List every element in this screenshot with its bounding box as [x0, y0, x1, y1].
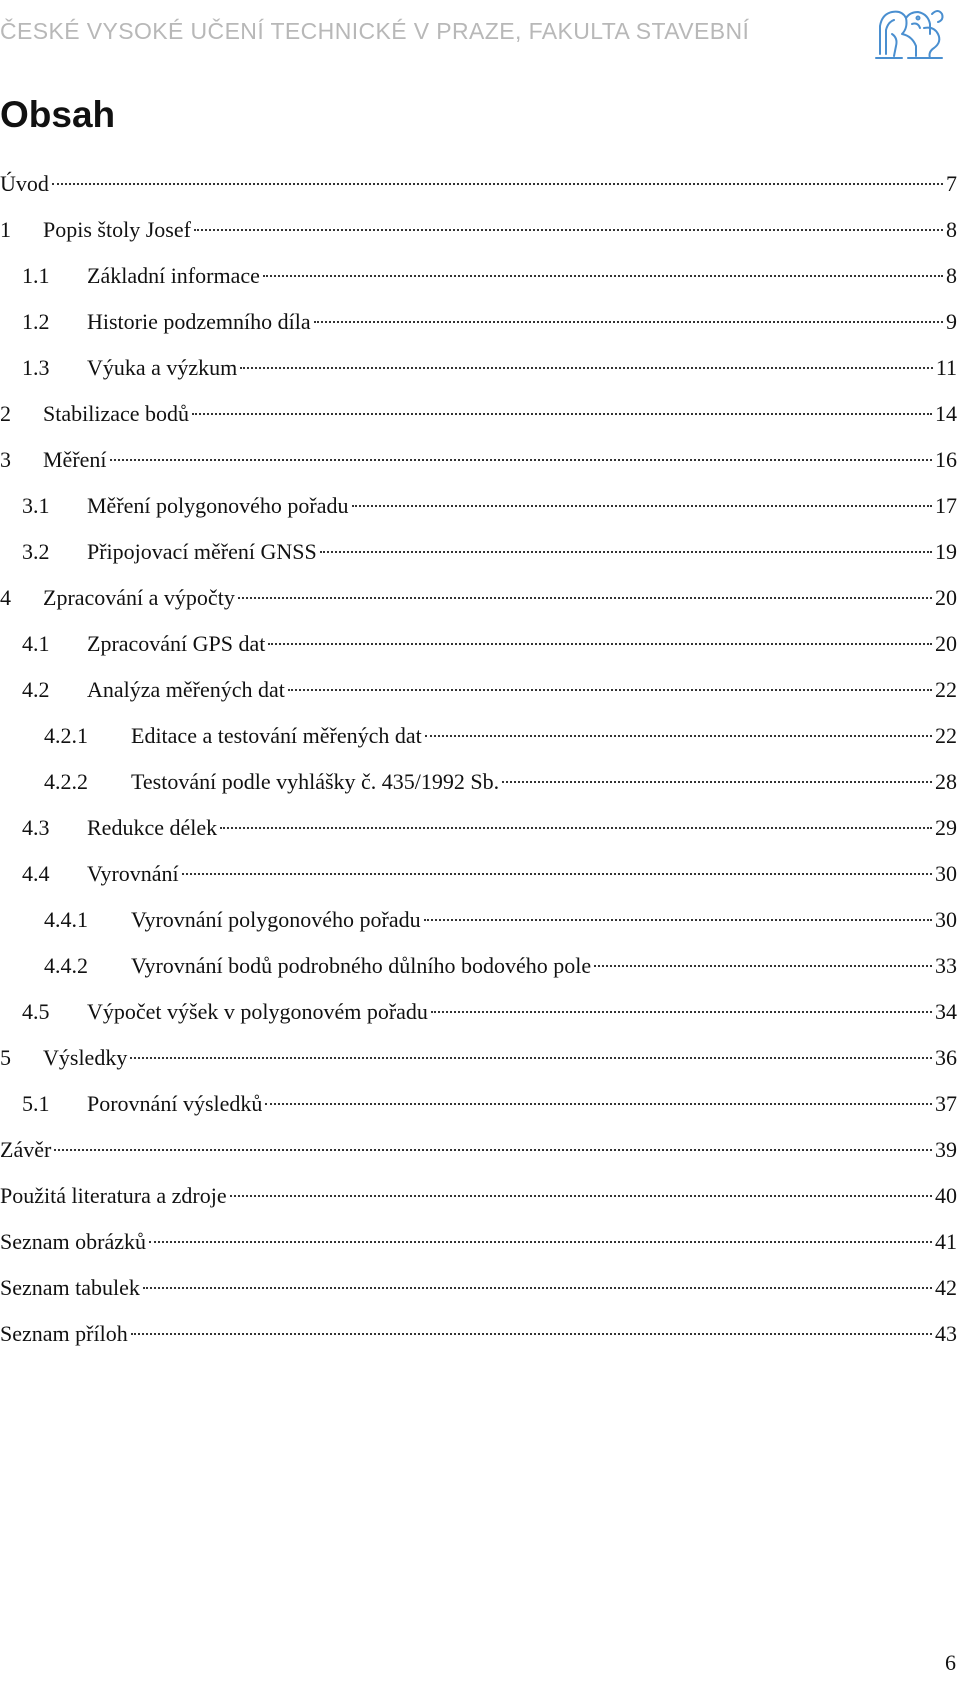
- toc-dot-leader: [320, 551, 932, 553]
- toc-entry[interactable]: [0, 1265, 957, 1311]
- toc-entry-title: Seznam tabulek: [0, 1275, 140, 1300]
- toc-entry-page: 16: [935, 447, 957, 472]
- toc-entry-title: Redukce délek: [87, 815, 218, 840]
- toc-entry-page: 28: [935, 769, 957, 794]
- toc-entry-page: 20: [935, 585, 957, 610]
- toc-entry-number: 1: [0, 217, 11, 242]
- toc-entry[interactable]: [0, 253, 957, 299]
- toc-entry[interactable]: [0, 437, 957, 483]
- toc-dot-leader: [431, 1011, 932, 1013]
- toc-entry[interactable]: [0, 161, 957, 207]
- toc-dot-leader: [268, 643, 932, 645]
- toc-entry-number: 3: [0, 447, 11, 472]
- toc-entry-number: 4.4.1: [44, 907, 88, 932]
- toc-entry-title: Úvod: [0, 171, 49, 196]
- toc-entry-number: 5.1: [22, 1091, 50, 1116]
- toc-entry-title: Základní informace: [87, 263, 260, 288]
- toc-entry-title: Výsledky: [43, 1045, 128, 1070]
- toc-entry-page: 43: [935, 1321, 957, 1346]
- cvut-lion-logo-icon: [872, 4, 948, 64]
- toc-entry-page: 20: [935, 631, 957, 656]
- toc-entry-number: 1.3: [22, 355, 50, 380]
- toc-entry[interactable]: [0, 1173, 957, 1219]
- toc-dot-leader: [220, 827, 932, 829]
- toc-dot-leader: [263, 275, 943, 277]
- toc-dot-leader: [265, 1103, 932, 1105]
- toc-entry-page: 39: [935, 1137, 957, 1162]
- toc-entry-page: 34: [935, 999, 957, 1024]
- toc-entry-page: 22: [935, 723, 957, 748]
- toc-entry[interactable]: [0, 1035, 957, 1081]
- toc-entry-number: 4.2.1: [44, 723, 88, 748]
- toc-entry-title: Měření: [43, 447, 107, 472]
- toc-entry-number: 3.1: [22, 493, 50, 518]
- toc-dot-leader: [130, 1057, 932, 1059]
- toc-dot-leader: [230, 1195, 932, 1197]
- toc-entry-title: Porovnání výsledků: [87, 1091, 263, 1116]
- toc-entry[interactable]: [0, 207, 957, 253]
- toc-entry-title: Vyrovnání polygonového pořadu: [131, 907, 421, 932]
- toc-entry-page: 19: [935, 539, 957, 564]
- toc-entry-page: 33: [935, 953, 957, 978]
- toc-entry[interactable]: [0, 759, 957, 805]
- toc-entry-page: 36: [935, 1045, 957, 1070]
- toc-entry-page: 37: [935, 1091, 957, 1116]
- toc-entry-title: Závěr: [0, 1137, 52, 1162]
- toc-entry[interactable]: [0, 667, 957, 713]
- toc-entry[interactable]: [0, 989, 957, 1035]
- toc-dot-leader: [314, 321, 943, 323]
- toc-entry-number: 4.2: [22, 677, 50, 702]
- table-of-contents: [0, 161, 957, 1357]
- toc-entry-title: Výuka a výzkum: [87, 355, 238, 380]
- toc-entry-title: Seznam příloh: [0, 1321, 128, 1346]
- toc-dot-leader: [352, 505, 933, 507]
- toc-entry-page: 17: [935, 493, 957, 518]
- page-title: Obsah: [0, 94, 116, 135]
- toc-entry-title: Použitá literatura a zdroje: [0, 1183, 227, 1208]
- toc-entry[interactable]: [0, 805, 957, 851]
- toc-entry-title: Vyrovnání bodů podrobného důlního bodového pole: [131, 953, 592, 978]
- toc-entry-page: 7: [946, 171, 957, 196]
- toc-entry-page: 8: [946, 263, 957, 288]
- toc-entry[interactable]: [0, 621, 957, 667]
- toc-entry-page: 22: [935, 677, 957, 702]
- toc-entry-page: 41: [935, 1229, 957, 1254]
- toc-entry-title: Seznam obrázků: [0, 1229, 146, 1254]
- toc-dot-leader: [149, 1241, 932, 1243]
- toc-dot-leader: [240, 367, 933, 369]
- toc-entry-number: 4.5: [22, 999, 50, 1024]
- toc-entry-page: 30: [935, 861, 957, 886]
- toc-entry[interactable]: [0, 483, 957, 529]
- toc-dot-leader: [131, 1333, 932, 1335]
- toc-entry-number: 4: [0, 585, 11, 610]
- toc-entry-page: 30: [935, 907, 957, 932]
- toc-entry-number: 2: [0, 401, 11, 426]
- toc-entry-title: Zpracování GPS dat: [87, 631, 266, 656]
- toc-entry[interactable]: [0, 1127, 957, 1173]
- toc-entry-number: 5: [0, 1045, 11, 1070]
- toc-dot-leader: [424, 919, 932, 921]
- toc-entry-number: 4.2.2: [44, 769, 88, 794]
- page-number: 6: [945, 1650, 956, 1675]
- toc-entry-title: Měření polygonového pořadu: [87, 493, 349, 518]
- institution-header: ČESKÉ VYSOKÉ UČENÍ TECHNICKÉ V PRAZE, FAKULTA STAVEBNÍ: [0, 18, 750, 44]
- toc-entry[interactable]: [0, 575, 957, 621]
- toc-entry[interactable]: [0, 345, 957, 391]
- toc-entry[interactable]: [0, 299, 957, 345]
- toc-entry-number: 4.1: [22, 631, 50, 656]
- toc-entry-title: Stabilizace bodů: [43, 401, 190, 426]
- toc-entry[interactable]: [0, 1311, 957, 1357]
- toc-dot-leader: [143, 1287, 932, 1289]
- toc-entry[interactable]: [0, 851, 957, 897]
- toc-dot-leader: [54, 1149, 932, 1151]
- toc-entry-page: 11: [935, 355, 957, 380]
- toc-entry[interactable]: [0, 529, 957, 575]
- toc-entry-title: Testování podle vyhlášky č. 435/1992 Sb.: [131, 769, 500, 794]
- toc-entry-title: Zpracování a výpočty: [43, 585, 235, 610]
- toc-entry-page: 40: [935, 1183, 957, 1208]
- toc-entry-title: Připojovací měření GNSS: [87, 539, 317, 564]
- toc-dot-leader: [182, 873, 932, 875]
- toc-entry-number: 4.4.2: [44, 953, 88, 978]
- toc-entry-page: 29: [935, 815, 957, 840]
- toc-entry-page: 14: [935, 401, 957, 426]
- toc-dot-leader: [425, 735, 932, 737]
- toc-dot-leader: [288, 689, 932, 691]
- toc-dot-leader: [238, 597, 932, 599]
- toc-dot-leader: [52, 183, 943, 185]
- toc-entry[interactable]: [0, 391, 957, 437]
- toc-entry[interactable]: [0, 897, 957, 943]
- toc-entry-title: Popis štoly Josef: [43, 217, 191, 242]
- toc-entry-number: 4.3: [22, 815, 50, 840]
- toc-entry-number: 4.4: [22, 861, 50, 886]
- toc-entry-number: 1.1: [22, 263, 50, 288]
- toc-dot-leader: [110, 459, 932, 461]
- toc-entry-title: Výpočet výšek v polygonovém pořadu: [87, 999, 428, 1024]
- toc-entry-page: 9: [946, 309, 957, 334]
- toc-entry-number: 3.2: [22, 539, 50, 564]
- toc-dot-leader: [594, 965, 932, 967]
- toc-entry[interactable]: [0, 713, 957, 759]
- toc-entry[interactable]: [0, 943, 957, 989]
- toc-entry-title: Historie podzemního díla: [87, 309, 311, 334]
- toc-dot-leader: [192, 413, 932, 415]
- toc-entry[interactable]: [0, 1081, 957, 1127]
- toc-entry-page: 8: [946, 217, 957, 242]
- toc-entry-number: 1.2: [22, 309, 50, 334]
- toc-entry-title: Analýza měřených dat: [87, 677, 285, 702]
- toc-entry-title: Vyrovnání: [87, 861, 179, 886]
- toc-dot-leader: [194, 229, 943, 231]
- toc-entry[interactable]: [0, 1219, 957, 1265]
- toc-dot-leader: [502, 781, 932, 783]
- toc-entry-title: Editace a testování měřených dat: [131, 723, 422, 748]
- toc-entry-page: 42: [935, 1275, 957, 1300]
